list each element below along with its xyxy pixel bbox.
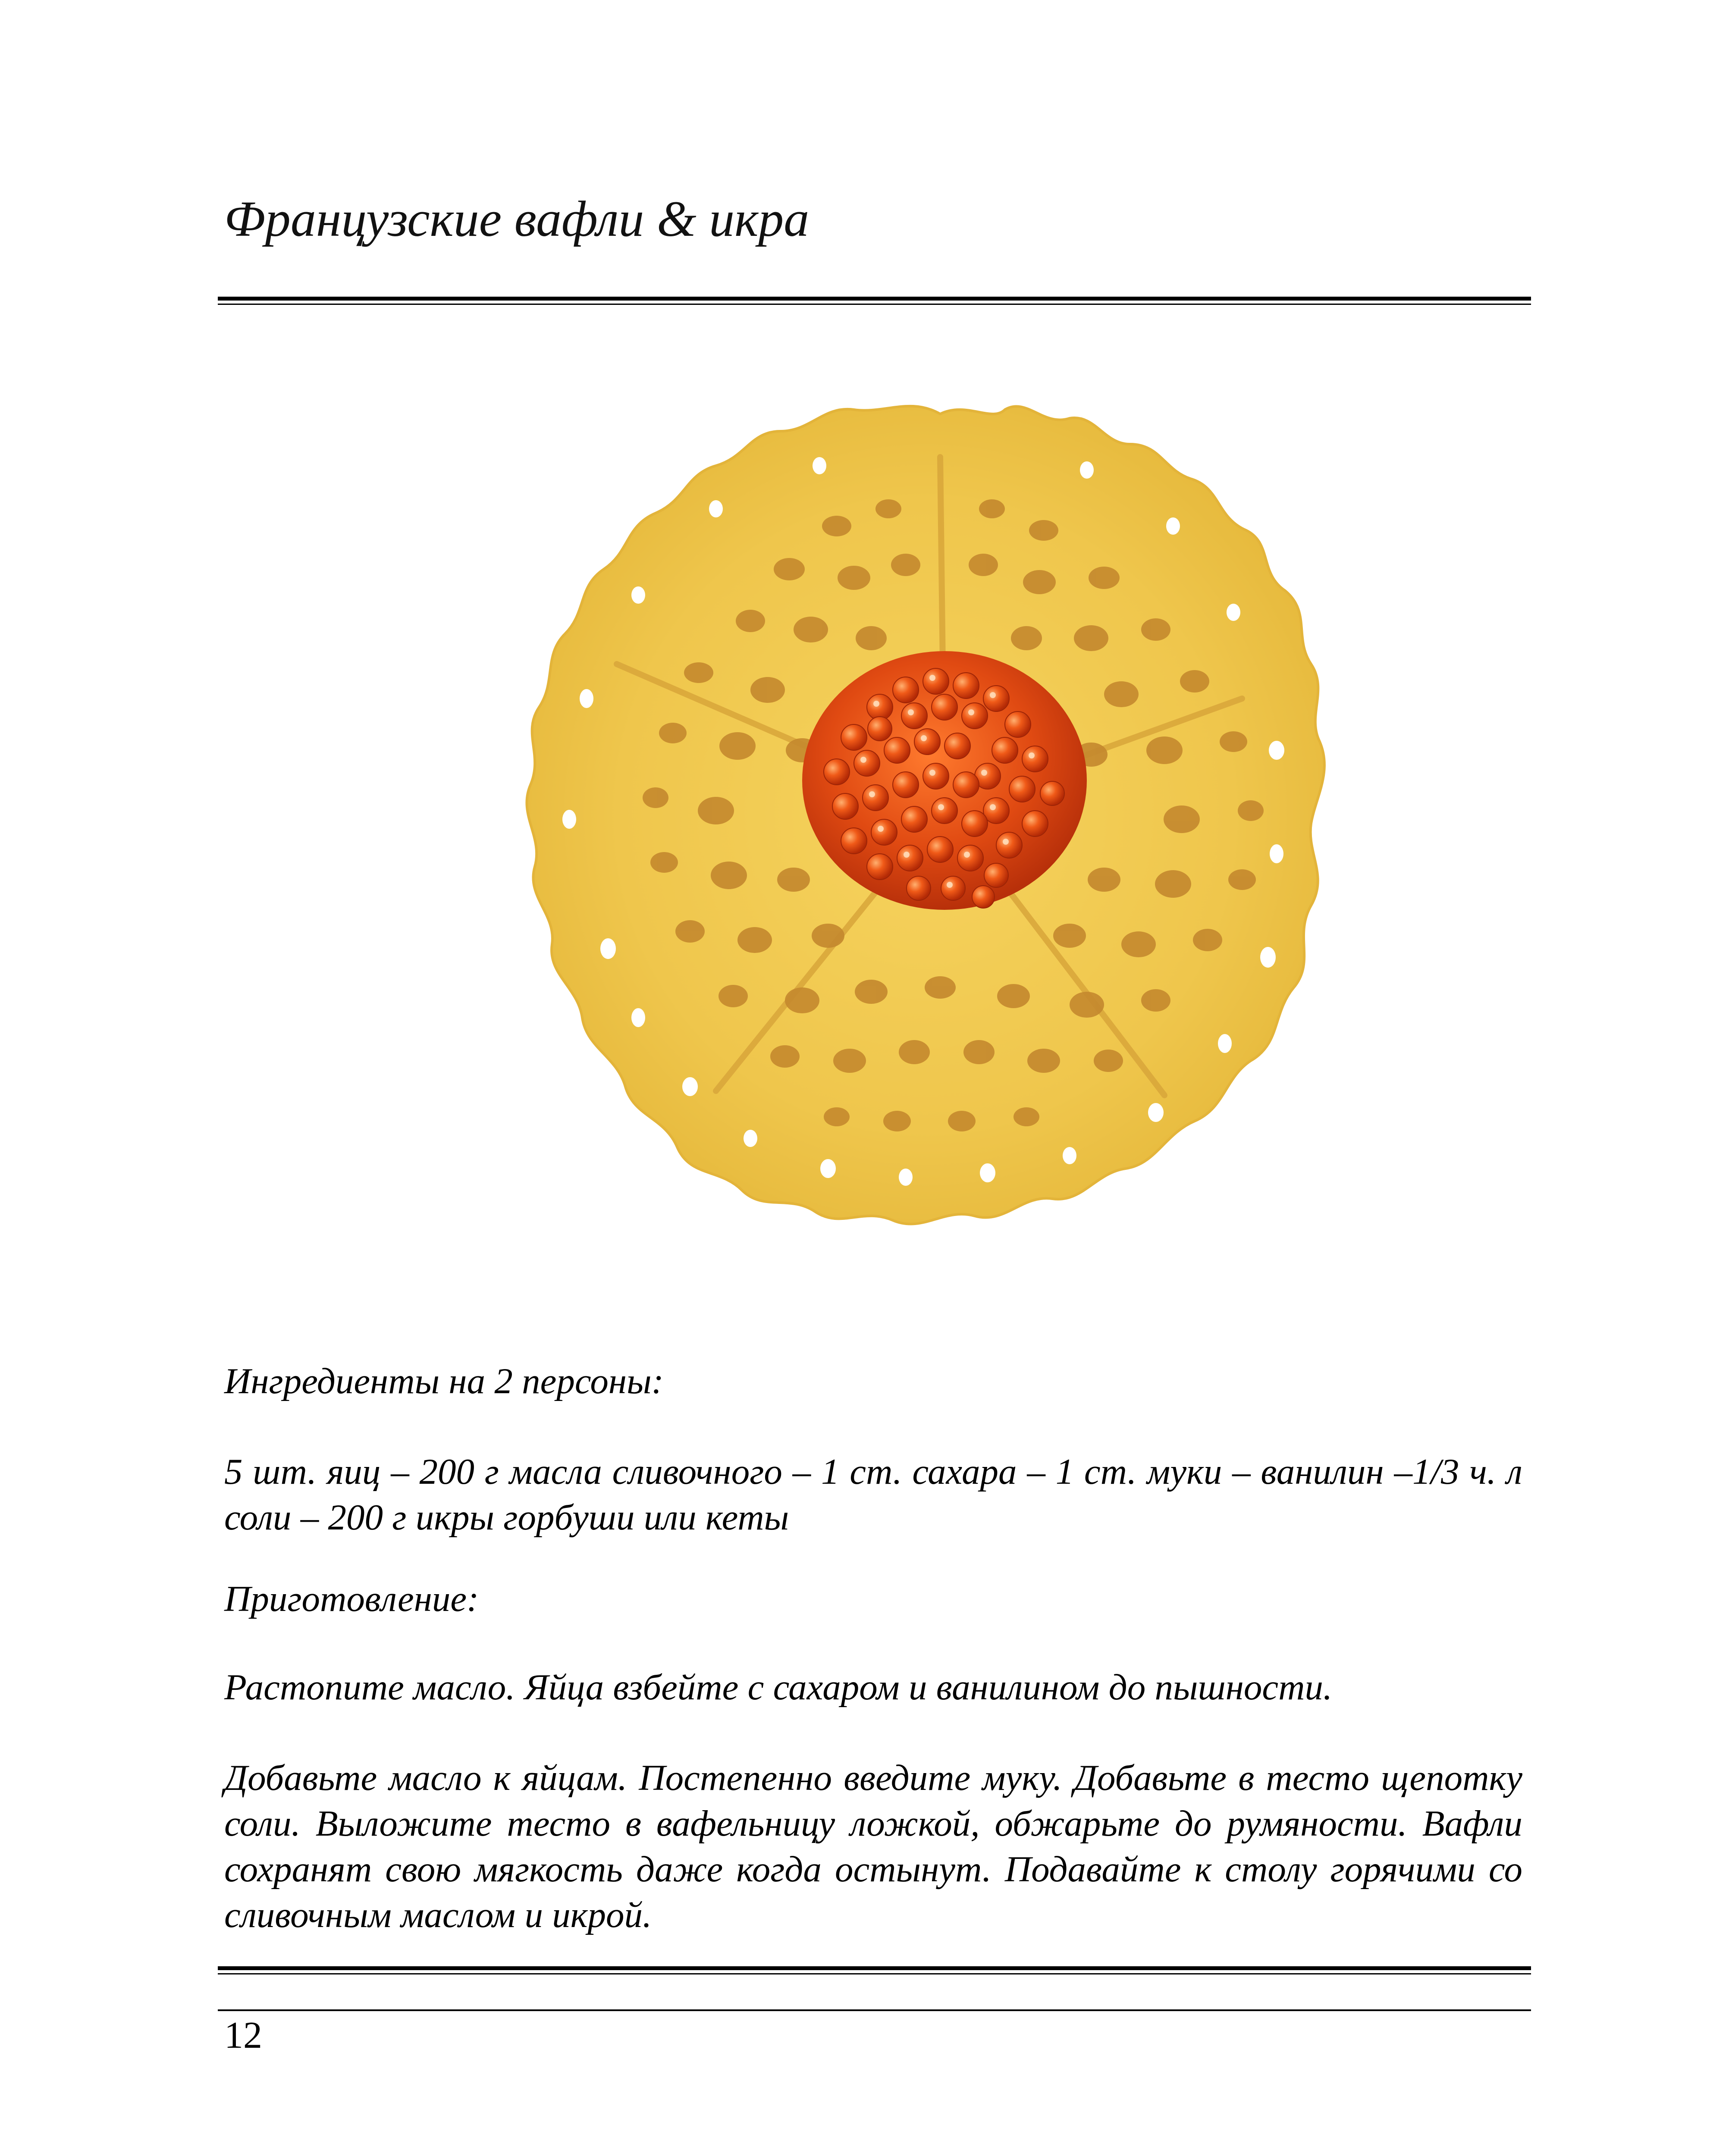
waffle-caviar-photo [509,397,1389,1255]
footer-rule [218,2009,1531,2011]
body-rule-thin [218,1973,1531,1974]
ingredients-list: 5 шт. яиц – 200 г масла сливочного – 1 ст. сахара – 1 ст. муки – ванилин –1/3 ч. л соли – 200 г икры горбуши или кеты [224,1451,1522,1538]
page-title: Французские вафли & икра [224,191,810,247]
ingredients-heading: Ингредиенты на 2 персоны: [224,1361,664,1401]
title-rule-thin [218,304,1531,305]
preparation-heading: Приготовление: [224,1579,479,1619]
preparation-step-1: Растопите масло. Яйца взбейте с сахаром и ванилином до пышности. [224,1667,1333,1708]
page-number: 12 [224,2015,262,2056]
preparation-step-2: Добавьте масло к яйцам. Постепенно введите муку. Добавьте в тесто щепотку соли. Выложите тесто в вафельницу ложкой, обжарьте до румяности. Вафли сохранят свою мягкость даже когда остынут. Подавайте к столу горячими со сливочным маслом и икрой. [224,1758,1522,1935]
title-rule-thick [218,297,1531,301]
body-rule-thick [218,1966,1531,1970]
